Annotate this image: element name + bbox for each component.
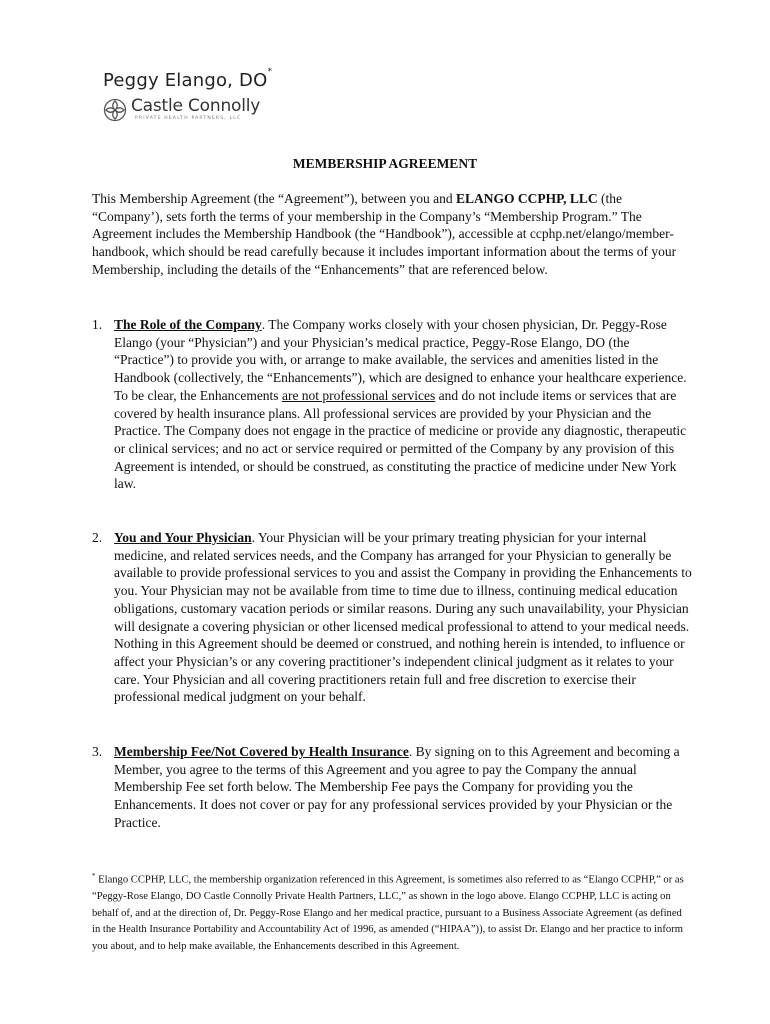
section-membership-fee (92, 743, 692, 832)
section-number: 1. (92, 317, 103, 332)
logo-castle-connolly (103, 96, 273, 126)
section-you-and-your-physician (92, 529, 692, 706)
section-role-of-company (92, 316, 692, 493)
logo (103, 67, 273, 130)
section-number: 3. (92, 744, 103, 759)
section-body: You and Your Physician. Your Physician will be your primary treating physician for your internal medicine, and related services needs, and the Company has arranged for your Physician to generally be available to provide professional services to you and assist the Company in providing the Enhancements to you. Your Physician may not be available from time to time due to illness, continuing medical education obligations, customary vacation periods or similar reasons. During any such unavailability, your Physician will designate a covering physician or other licensed medical professional to attend to your medical needs. Nothing in this Agreement should be deemed or construed, and nothing herein is intended, to influence or affect your Physician’s or any covering practitioner’s independent clinical judgment as it relates to your care. Your Physician and all covering practitioners retain full and free discretion to exercise their professional medical judgment on your behalf. (114, 530, 692, 705)
section-body: The Role of the Company. The Company works closely with your chosen physician, Dr. Peggy-Rose Elango (your “Physician”) and your Physician’s medical practice, Peggy-Rose Elango, DO (the “Practice”) to provide you with, or arrange to make available, the services and amenities listed in the Handbook (collectively, the “Enhancements”), which are designed to enhance your healthcare experience. To be clear, the Enhancements are not professional services and do not include items or services that are covered by health insurance plans. All professional services are provided by your Physician and the Practice. The Company does not engage in the practice of medicine or provide any diagnostic, therapeutic or clinical services; and no act or service required or permitted of the Company by any provision of this Agreement is intended, or should be construed, as constituting the practice of medicine under New York law. (114, 317, 687, 492)
logo-footnote-mark: * (267, 67, 273, 77)
section-body: Membership Fee/Not Covered by Health Insurance. By signing on to this Agreement and becoming a Member, you agree to the terms of this Agreement and you agree to pay the Company the annual Membership Fee set forth below. The Membership Fee pays the Company for providing you the Enhancements. It does not cover or pay for any professional services provided by your Physician or the Practice. (114, 744, 680, 830)
section-number: 2. (92, 530, 103, 545)
logo-tagline: PRIVATE HEALTH PARTNERS, LLC (135, 116, 242, 121)
intro-paragraph: This Membership Agreement (the “Agreement”), between you and ELANGO CCPHP, LLC (the “Company’), sets forth the terms of your membership in the Company’s “Membership Program.” The Agreement includes the Membership Handbook (the “Handbook”), accessible at ccphp.net/elango/member-handbook, which should be read carefully because it includes important information about the terms of your Membership, including the details of the “Enhancements” that are referenced below. (92, 191, 677, 277)
logo-physician-name: Peggy Elango, DO* (103, 67, 273, 91)
logo-brand-name: Castle Connolly (131, 96, 261, 116)
castle-connolly-emblem-icon (103, 98, 127, 122)
document-title: MEMBERSHIP AGREEMENT (292, 156, 478, 171)
underlined-phrase: are not professional services (281, 387, 436, 403)
footnote-mark: * (92, 872, 96, 880)
footnote: * Elango CCPHP, LLC, the membership organization referenced in this Agreement, is sometimes also referred to as “Elango CCPHP,” or as “Peggy-Rose Elango, DO Castle Connolly Private Health Partners, LLC,” as shown in the logo above. Elango CCPHP, LLC is acting on behalf of, and at the direction of, Dr. Peggy-Rose Elango and her medical practice, pursuant to a Business Associate Agreement (as defined in the Health Insurance Portability and Accountability Act of 1996, as amended (“HIPAA”)), to assist Dr. Elango and her practice to inform you about, and to help make available, the Enhancements described in this Agreement. (92, 872, 684, 952)
section-heading: You and Your Physician (114, 530, 252, 545)
section-heading: Membership Fee/Not Covered by Health Insurance (114, 744, 409, 759)
company-name: ELANGO CCPHP, LLC (456, 191, 598, 206)
section-heading: The Role of the Company (114, 317, 262, 332)
